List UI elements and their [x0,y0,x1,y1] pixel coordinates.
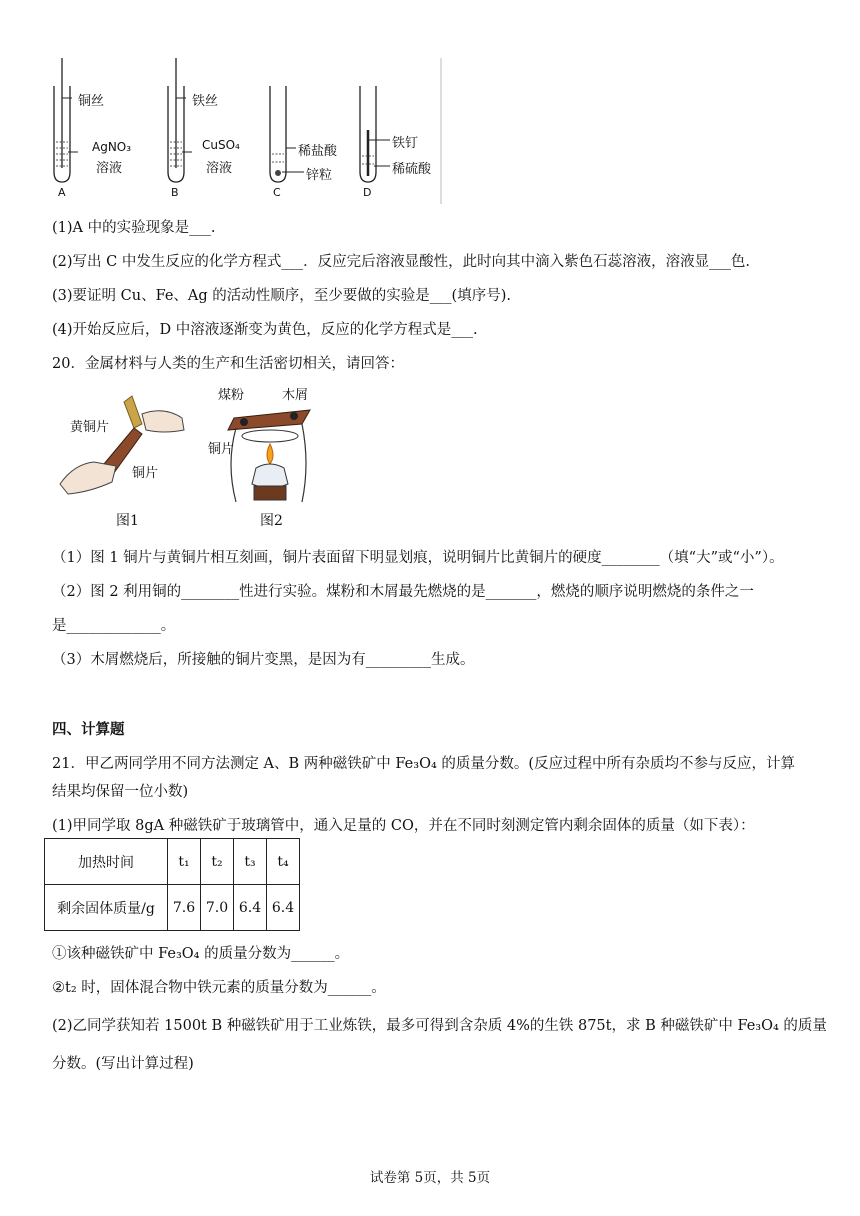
table-cell: 加热时间 [45,839,168,885]
label-dilute-hcl: 稀盐酸 [298,144,338,159]
label-brass-sheet: 黄铜片 [70,420,110,435]
label-c: C [273,186,281,199]
tube-c [270,86,304,182]
q21-part2-line1: (2)乙同学获知若 1500t B 种磁铁矿用于工业炼铁，最多可得到含杂质 4%的生铁 875t，求 B 种磁铁矿中 Fe₃O₄ 的质量 [52,1018,827,1034]
q21-sub2: ②t₂ 时，固体混合物中铁元素的质量分数为______。 [52,980,386,996]
q21-part1: (1)甲同学取 8gA 种磁铁矿于玻璃管中，通入足量的 CO，并在不同时刻测定管内剩余固体的质量（如下表）： [52,818,755,834]
label-agno3-solution: 溶液 [96,161,123,176]
page-footer: 试卷第 5页，共 5页 [369,1170,491,1186]
label-copper-sheet: 铜片 [132,466,159,481]
label-cuso4-solution: 溶液 [206,161,233,176]
label-d: D [363,186,372,199]
label-a: A [58,186,66,199]
q20-part3: （3）木屑燃烧后，所接触的铜片变黑，是因为有_________生成。 [52,652,475,668]
figure-test-tubes [50,58,442,204]
label-b: B [171,186,179,199]
q19-part2: (2)写出 C 中发生反应的化学方程式___．反应完后溶液显酸性，此时向其中滴入紫色石蕊溶液，溶液显___色. [52,254,750,270]
q20-part2-line2: 是_____________。 [52,618,176,634]
label-cuso4: CuSO₄ [202,138,240,152]
q19-part1: (1)A 中的实验现象是___. [52,220,216,236]
label-coal-powder: 煤粉 [218,388,245,403]
table-header-row [45,839,300,885]
section4-title: 四、计算题 [52,721,125,738]
label-agno3: AgNO₃ [92,140,132,154]
mass-table [44,838,300,931]
figure-burning-test [206,384,322,530]
label-zinc-granules: 锌粒 [306,168,333,183]
table-cell: 7.6 [168,885,201,931]
table-cell: 剩余固体质量/g [45,885,168,931]
table-cell: t₄ [267,839,300,885]
label-iron-wire: 铁丝 [192,94,219,109]
q21-part2-line2: 分数。(写出计算过程) [52,1056,194,1072]
table-row [45,885,300,931]
label-sawdust: 木屑 [282,388,309,403]
label-copper-wire: 铜丝 [78,94,105,109]
figure-brass-copper [54,384,194,530]
figure1-caption: 图1 [116,513,139,529]
q20-part1: （1）图 1 铜片与黄铜片相互刻画，铜片表面留下明显划痕，说明铜片比黄铜片的硬度________（填“大”或“小”）。 [52,550,784,566]
figure2-caption: 图2 [260,513,283,529]
tube-a [54,58,78,182]
q20-part2-line1: （2）图 2 利用铜的________性进行实验。煤粉和木屑最先燃烧的是_______，燃烧的顺序说明燃烧的条件之一 [52,584,754,600]
test-tubes-diagram [50,58,442,204]
label-dilute-h2so4: 稀硫酸 [392,162,432,177]
label-iron-nail: 铁钉 [392,136,419,151]
table-cell: t₃ [234,839,267,885]
tube-d [360,86,390,182]
table-cell: t₁ [168,839,201,885]
q20-title: 20．金属材料与人类的生产和生活密切相关，请回答： [52,356,404,372]
q21-sub1: ①该种磁铁矿中 Fe₃O₄ 的质量分数为______。 [52,946,350,962]
table-cell: 6.4 [234,885,267,931]
table-cell: 6.4 [267,885,300,931]
tube-b [168,58,192,182]
table-cell: t₂ [201,839,234,885]
q21-intro-line2: 结果均保留一位小数) [52,784,189,800]
table-cell: 7.0 [201,885,234,931]
q21-intro-line1: 21．甲乙两同学用不同方法测定 A、B 两种磁铁矿中 Fe₃O₄ 的质量分数。(反应过程中所有杂质均不参与反应，计算 [52,756,796,772]
hands-scratching-diagram [54,384,194,504]
label-copper-plate: 铜片 [208,442,235,457]
q19-part3: (3)要证明 Cu、Fe、Ag 的活动性顺序，至少要做的实验是___(填序号). [52,288,511,304]
q19-part4: (4)开始反应后，D 中溶液逐渐变为黄色，反应的化学方程式是___. [52,322,478,338]
